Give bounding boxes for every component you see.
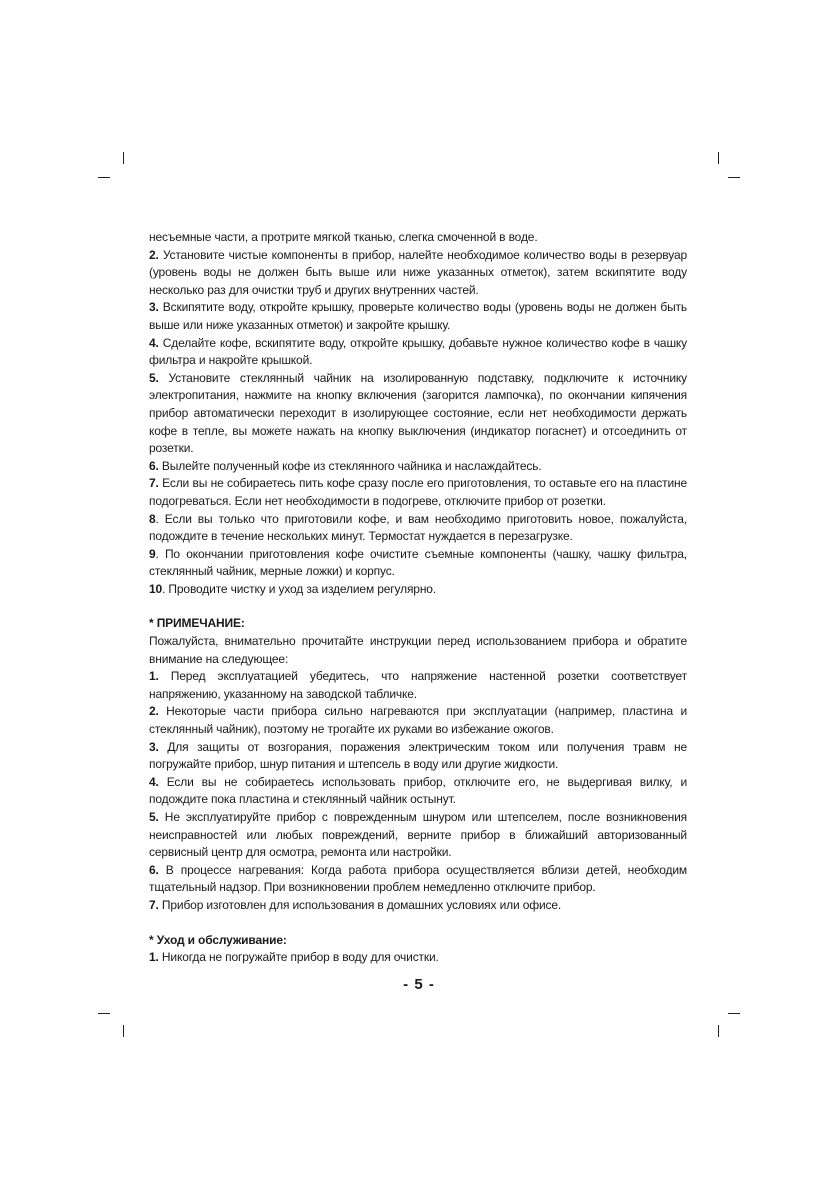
document-body — [149, 229, 687, 967]
note-item-6: 6. В процессе нагревания: Когда работа прибора осуществляется вблизи детей, необходим тщательный надзор. При возникновении проблем немедленно отключите прибор. — [149, 862, 687, 895]
note-item-3: 3. Для защиты от возгорания, поражения электрическим током или получения травм не погружайте прибор, шнур питания и штепсель в воду или другие жидкости. — [149, 739, 687, 772]
crop-mark — [718, 1025, 719, 1037]
step-10: 10. Проводите чистку и уход за изделием регулярно. — [149, 581, 437, 596]
crop-mark — [123, 1025, 124, 1037]
care-item-1: 1. Никогда не погружайте прибор в воду для очистки. — [149, 950, 439, 965]
crop-mark — [728, 177, 740, 178]
crop-mark — [123, 152, 124, 164]
step-2: 2. Установите чистые компоненты в прибор, налейте необходимое количество воды в резервуар (уровень воды не должен быть выше или ниже указанных отметок), затем вскипятите воду несколько раз для очистки труб и других внутренних частей. — [149, 247, 687, 297]
intro-paragraph: несъемные части, а протрите мягкой тканью, слегка смоченной в воде. — [149, 230, 538, 244]
crop-mark — [728, 1013, 740, 1014]
note-item-5: 5. Не эксплуатируйте прибор с поврежденным шнуром или штепселем, после возникновения неисправностей или любых повреждений, верните прибор в ближайший авторизованный сервисный центр для осмотра, ремонта или настройки. — [149, 810, 688, 860]
note-item-4: 4. Если вы не собираетесь использовать прибор, отключите его, не выдергивая вилку, и подождите пока пластина и стеклянный чайник остынут. — [149, 774, 687, 807]
note-item-1: 1. Перед эксплуатацией убедитесь, что напряжение настенной розетки соответствует напряжению, указанному на заводской табличке. — [149, 669, 687, 701]
step-8: 8. Если вы только что приготовили кофе, и вам необходимо приготовить новое, пожалуйста, подождите в течение нескольких минут. Термостат нуждается в перезагрузке. — [149, 511, 687, 544]
note-item-2: 2. Некоторые части прибора сильно нагреваются при эксплуатации (например, пластина и стеклянный чайник), поэтому не трогайте их руками во избежание ожогов. — [149, 704, 688, 737]
note-intro: Пожалуйста, внимательно прочитайте инструкции перед использованием прибора и обратите внимание на следующее: — [149, 634, 687, 666]
step-5: 5. Установите стеклянный чайник на изолированную подставку, подключите к источнику электропитания, нажмите на кнопку включения (загорится лампочка), по окончании кипячения прибор автоматически переходит в изолирующее состояние, если нет необходимости держать кофе в тепле, вы можете нажать на кнопку выключения (индикатор погаснет) и отсоединить от розетки. — [149, 370, 688, 456]
step-4: 4. Сделайте кофе, вскипятите воду, откройте крышку, добавьте нужное количество кофе в чашку фильтра и накройте крышкой. — [149, 335, 688, 368]
page-number: - 5 - — [403, 976, 435, 993]
care-heading: * Уход и обслуживание: — [149, 932, 287, 947]
crop-mark — [98, 1013, 110, 1014]
crop-mark — [98, 177, 110, 178]
crop-mark — [718, 152, 719, 164]
step-3: 3. Вскипятите воду, откройте крышку, проверьте количество воды (уровень воды не должен быть выше или ниже указанных отметок) и закройте крышку. — [149, 300, 687, 332]
note-item-7: 7. Прибор изготовлен для использования в домашних условиях или офисе. — [149, 897, 562, 912]
note-heading: * ПРИМЕЧАНИЕ: — [149, 616, 245, 631]
step-6: 6. Вылейте полученный кофе из стеклянного чайника и наслаждайтесь. — [149, 458, 542, 473]
step-9: 9. По окончании приготовления кофе очистите съемные компоненты (чашку, чашку фильтра, стеклянный чайник, мерные ложки) и корпус. — [149, 546, 687, 579]
step-7: 7. Если вы не собираетесь пить кофе сразу после его приготовления, то оставьте его на пластине подогреваться. Если нет необходимости в подогреве, отключите прибор от розетки. — [149, 476, 688, 508]
